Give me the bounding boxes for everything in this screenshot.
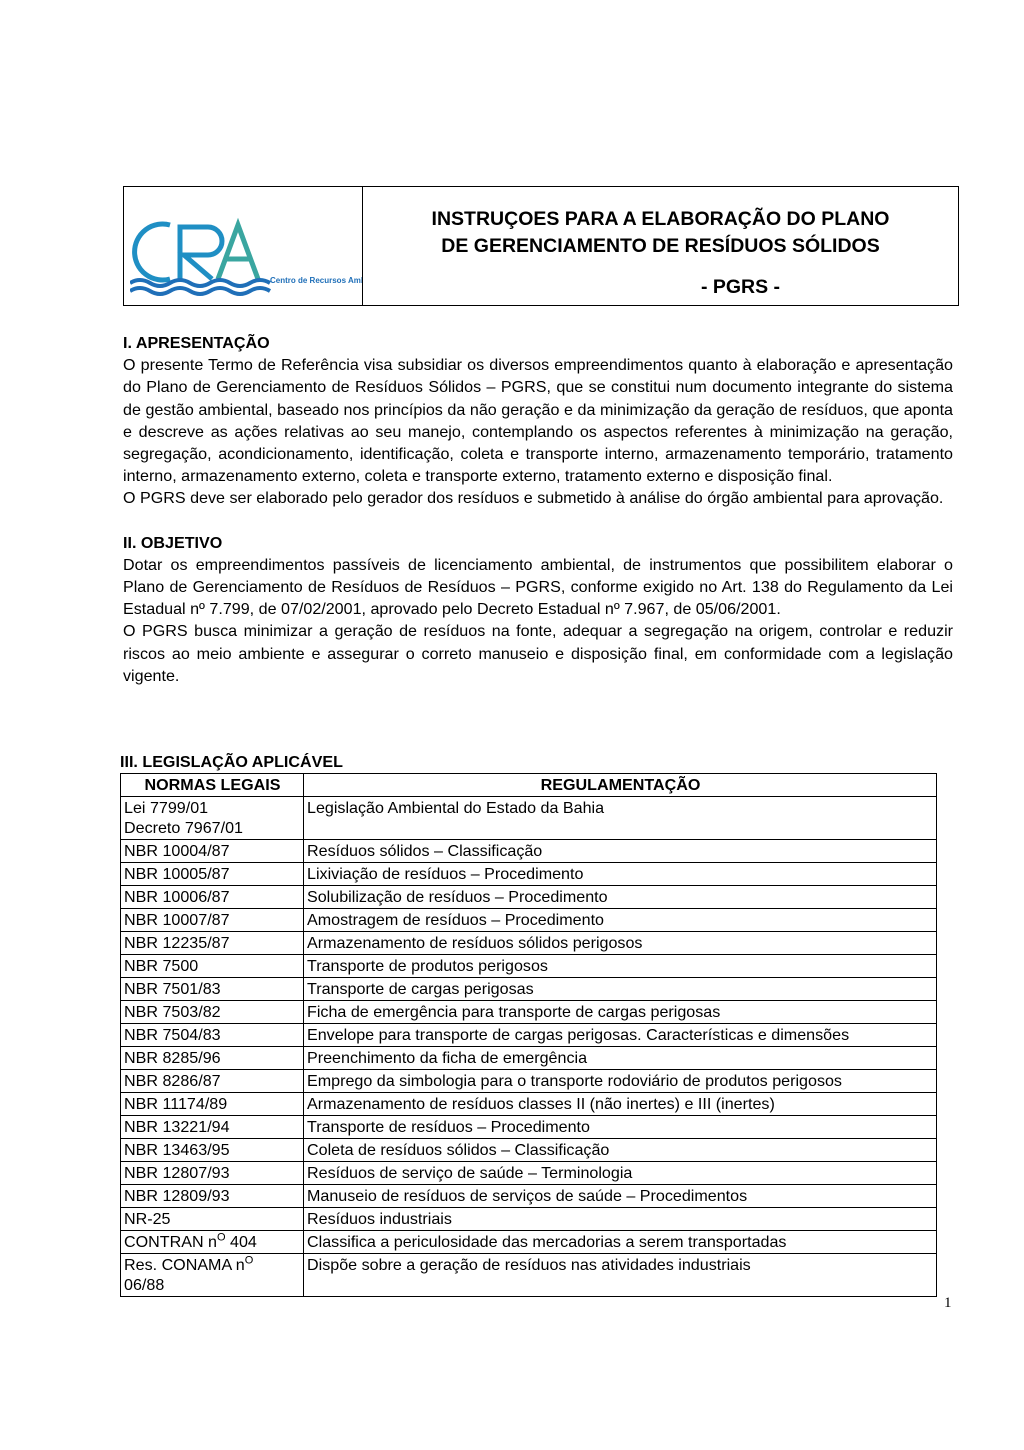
cra-logo xyxy=(130,217,366,297)
section-title-objetivo: II. OBJETIVO xyxy=(123,533,223,552)
table-row xyxy=(121,1093,937,1116)
regulamentacao-cell: Amostragem de resíduos – Procedimento xyxy=(304,909,937,932)
norma-cell xyxy=(121,1001,304,1024)
regulamentacao-cell: Envelope para transporte de cargas perigosas. Características e dimensões xyxy=(304,1024,937,1047)
norma-label: NBR 7503/82 xyxy=(124,1003,221,1021)
norma-cell xyxy=(121,1231,304,1254)
paragraph: O PGRS deve ser elaborado pelo gerador dos resíduos e submetido à análise do órgão ambiental para aprovação. xyxy=(123,489,944,508)
title-line-1: INSTRUÇOES PARA A ELABORAÇÃO DO PLANO xyxy=(431,208,890,230)
document-title xyxy=(363,187,958,305)
regulamentacao-cell: Emprego da simbologia para o transporte rodoviário de produtos perigosos xyxy=(304,1070,937,1093)
table-row xyxy=(121,1116,937,1139)
norma-label: CONTRAN n xyxy=(124,1233,217,1251)
norma-cell xyxy=(121,797,304,840)
section-title-legislacao: III. LEGISLAÇÃO APLICÁVEL xyxy=(120,753,343,771)
table-row xyxy=(121,1231,937,1254)
table-header-row xyxy=(121,774,937,797)
norma-label: NBR 10005/87 xyxy=(124,865,230,883)
regulamentacao-cell: Transporte de cargas perigosas xyxy=(304,978,937,1001)
regulamentacao-cell: Resíduos industriais xyxy=(304,1208,937,1231)
norma-cell xyxy=(121,978,304,1001)
norma-label: NBR 12807/93 xyxy=(124,1164,230,1182)
norma-cell xyxy=(121,886,304,909)
norma-cell xyxy=(121,1139,304,1162)
table-row xyxy=(121,1162,937,1185)
norma-cell xyxy=(121,1208,304,1231)
table-row xyxy=(121,1070,937,1093)
norma-label: NBR 7501/83 xyxy=(124,980,221,998)
table-row xyxy=(121,1139,937,1162)
title-line-3: - PGRS - xyxy=(700,276,781,298)
table-row xyxy=(121,1185,937,1208)
norma-label: NBR 7504/83 xyxy=(124,1026,221,1044)
norma-cell xyxy=(121,1093,304,1116)
document-body xyxy=(123,332,953,687)
regulamentacao-cell: Classifica a periculosidade das mercadorias a serem transportadas xyxy=(304,1231,937,1254)
logo-caption: Centro de Recursos Amb xyxy=(270,276,366,285)
table-row xyxy=(121,955,937,978)
norma-label: Lei 7799/01 xyxy=(124,799,209,817)
norma-label: NBR 10007/87 xyxy=(124,911,230,929)
norma-label: NBR 11174/89 xyxy=(124,1095,228,1113)
table-row xyxy=(121,932,937,955)
column-header-regulamentacao: REGULAMENTAÇÃO xyxy=(304,774,937,797)
regulamentacao-cell: Solubilização de resíduos – Procedimento xyxy=(304,886,937,909)
norma-label: NBR 8285/96 xyxy=(124,1049,221,1067)
norma-label: 404 xyxy=(225,1233,257,1251)
page-number: 1 xyxy=(944,1295,952,1311)
norma-label: NBR 10006/87 xyxy=(124,888,230,906)
regulamentacao-cell: Resíduos de serviço de saúde – Terminologia xyxy=(304,1162,937,1185)
norma-label: NBR 8286/87 xyxy=(124,1072,221,1090)
norma-cell xyxy=(121,1116,304,1139)
norma-label: Decreto 7967/01 xyxy=(124,819,243,837)
column-header-normas: NORMAS LEGAIS xyxy=(121,774,304,797)
table-row xyxy=(121,909,937,932)
regulamentacao-cell: Manuseio de resíduos de serviços de saúde – Procedimentos xyxy=(304,1185,937,1208)
norma-cell xyxy=(121,840,304,863)
norma-cell xyxy=(121,1047,304,1070)
norma-cell xyxy=(121,909,304,932)
table-row xyxy=(121,1208,937,1231)
regulamentacao-cell: Preenchimento da ficha de emergência xyxy=(304,1047,937,1070)
regulamentacao-cell: Lixiviação de resíduos – Procedimento xyxy=(304,863,937,886)
table-row xyxy=(121,797,937,840)
table-row xyxy=(121,840,937,863)
norma-label: Res. CONAMA n xyxy=(124,1256,245,1274)
regulamentacao-cell: Dispõe sobre a geração de resíduos nas atividades industriais xyxy=(304,1254,937,1297)
table-row xyxy=(121,1047,937,1070)
regulamentacao-cell: Armazenamento de resíduos sólidos perigosos xyxy=(304,932,937,955)
regulamentacao-cell: Legislação Ambiental do Estado da Bahia xyxy=(304,797,937,840)
norma-label: NBR 12235/87 xyxy=(124,934,230,952)
norma-label: NBR 10004/87 xyxy=(124,842,230,860)
norma-cell xyxy=(121,1024,304,1047)
norma-cell xyxy=(121,1070,304,1093)
norma-cell xyxy=(121,1185,304,1208)
norma-cell xyxy=(121,1254,304,1297)
regulamentacao-cell: Ficha de emergência para transporte de cargas perigosas xyxy=(304,1001,937,1024)
table-row xyxy=(121,886,937,909)
table-row xyxy=(121,978,937,1001)
norma-cell xyxy=(121,932,304,955)
regulamentacao-cell: Resíduos sólidos – Classificação xyxy=(304,840,937,863)
norma-label: NBR 13221/94 xyxy=(124,1118,230,1136)
table-row xyxy=(121,1001,937,1024)
regulamentacao-cell: Transporte de resíduos – Procedimento xyxy=(304,1116,937,1139)
regulamentacao-cell: Transporte de produtos perigosos xyxy=(304,955,937,978)
norma-label: NBR 7500 xyxy=(124,957,199,975)
regulamentacao-cell: Armazenamento de resíduos classes II (não inertes) e III (inertes) xyxy=(304,1093,937,1116)
section-title-apresentacao: I. APRESENTAÇÃO xyxy=(123,334,270,352)
norma-cell xyxy=(121,1162,304,1185)
norma-label: NBR 12809/93 xyxy=(124,1187,230,1205)
norma-label: NR-25 xyxy=(124,1210,171,1228)
paragraph: Dotar os empreendimentos passíveis de licenciamento ambiental, de instrumentos que possibilitem elaborar o Plano de Gerenciamento de Resíduos de Resíduos – PGRS, conforme exigido no Art. 138 do Regulamento da Lei Estadual nº 7.799, de 07/02/2001, aprovado pelo Decreto Estadual nº 7.967, de 05/06/2001. xyxy=(123,555,953,619)
table-row xyxy=(121,1254,937,1297)
norma-label: 06/88 xyxy=(124,1276,165,1294)
norma-superscript: O xyxy=(217,1231,226,1244)
paragraph: O PGRS busca minimizar a geração de resíduos na fonte, adequar a segregação na origem, controlar e reduzir riscos ao meio ambiente e assegurar o correto manuseio e disposição final, em conformidade com a legislação vigente. xyxy=(123,622,953,685)
norma-cell xyxy=(121,863,304,886)
paragraph: O presente Termo de Referência visa subsidiar os diversos empreendimentos quanto à elaboração e apresentação do Plano de Gerenciamento de Resíduos Sólidos – PGRS, que se constitui num documento integrante do sistema de gestão ambiental, baseado nos princípios da não geração e da minimização da geração de resíduos, que aponta e descreve as ações relativas ao seu manejo, contemplando os aspectos referentes à minimização na geração, segregação, acondicionamento, identificação, coleta e transporte interno, armazenamento temporário, tratamento interno, armazenamento externo, coleta e transporte externo, tratamento externo e disposição final. xyxy=(123,356,953,486)
norma-cell xyxy=(121,955,304,978)
table-row xyxy=(121,1024,937,1047)
title-line-2: DE GERENCIAMENTO DE RESÍDUOS SÓLIDOS xyxy=(441,235,880,257)
norma-label: NBR 13463/95 xyxy=(124,1141,230,1159)
document-header xyxy=(123,186,959,306)
norma-superscript: O xyxy=(244,1254,254,1267)
legislation-table xyxy=(120,773,937,1297)
logo-cell xyxy=(124,187,366,305)
regulamentacao-cell: Coleta de resíduos sólidos – Classificação xyxy=(304,1139,937,1162)
table-row xyxy=(121,863,937,886)
